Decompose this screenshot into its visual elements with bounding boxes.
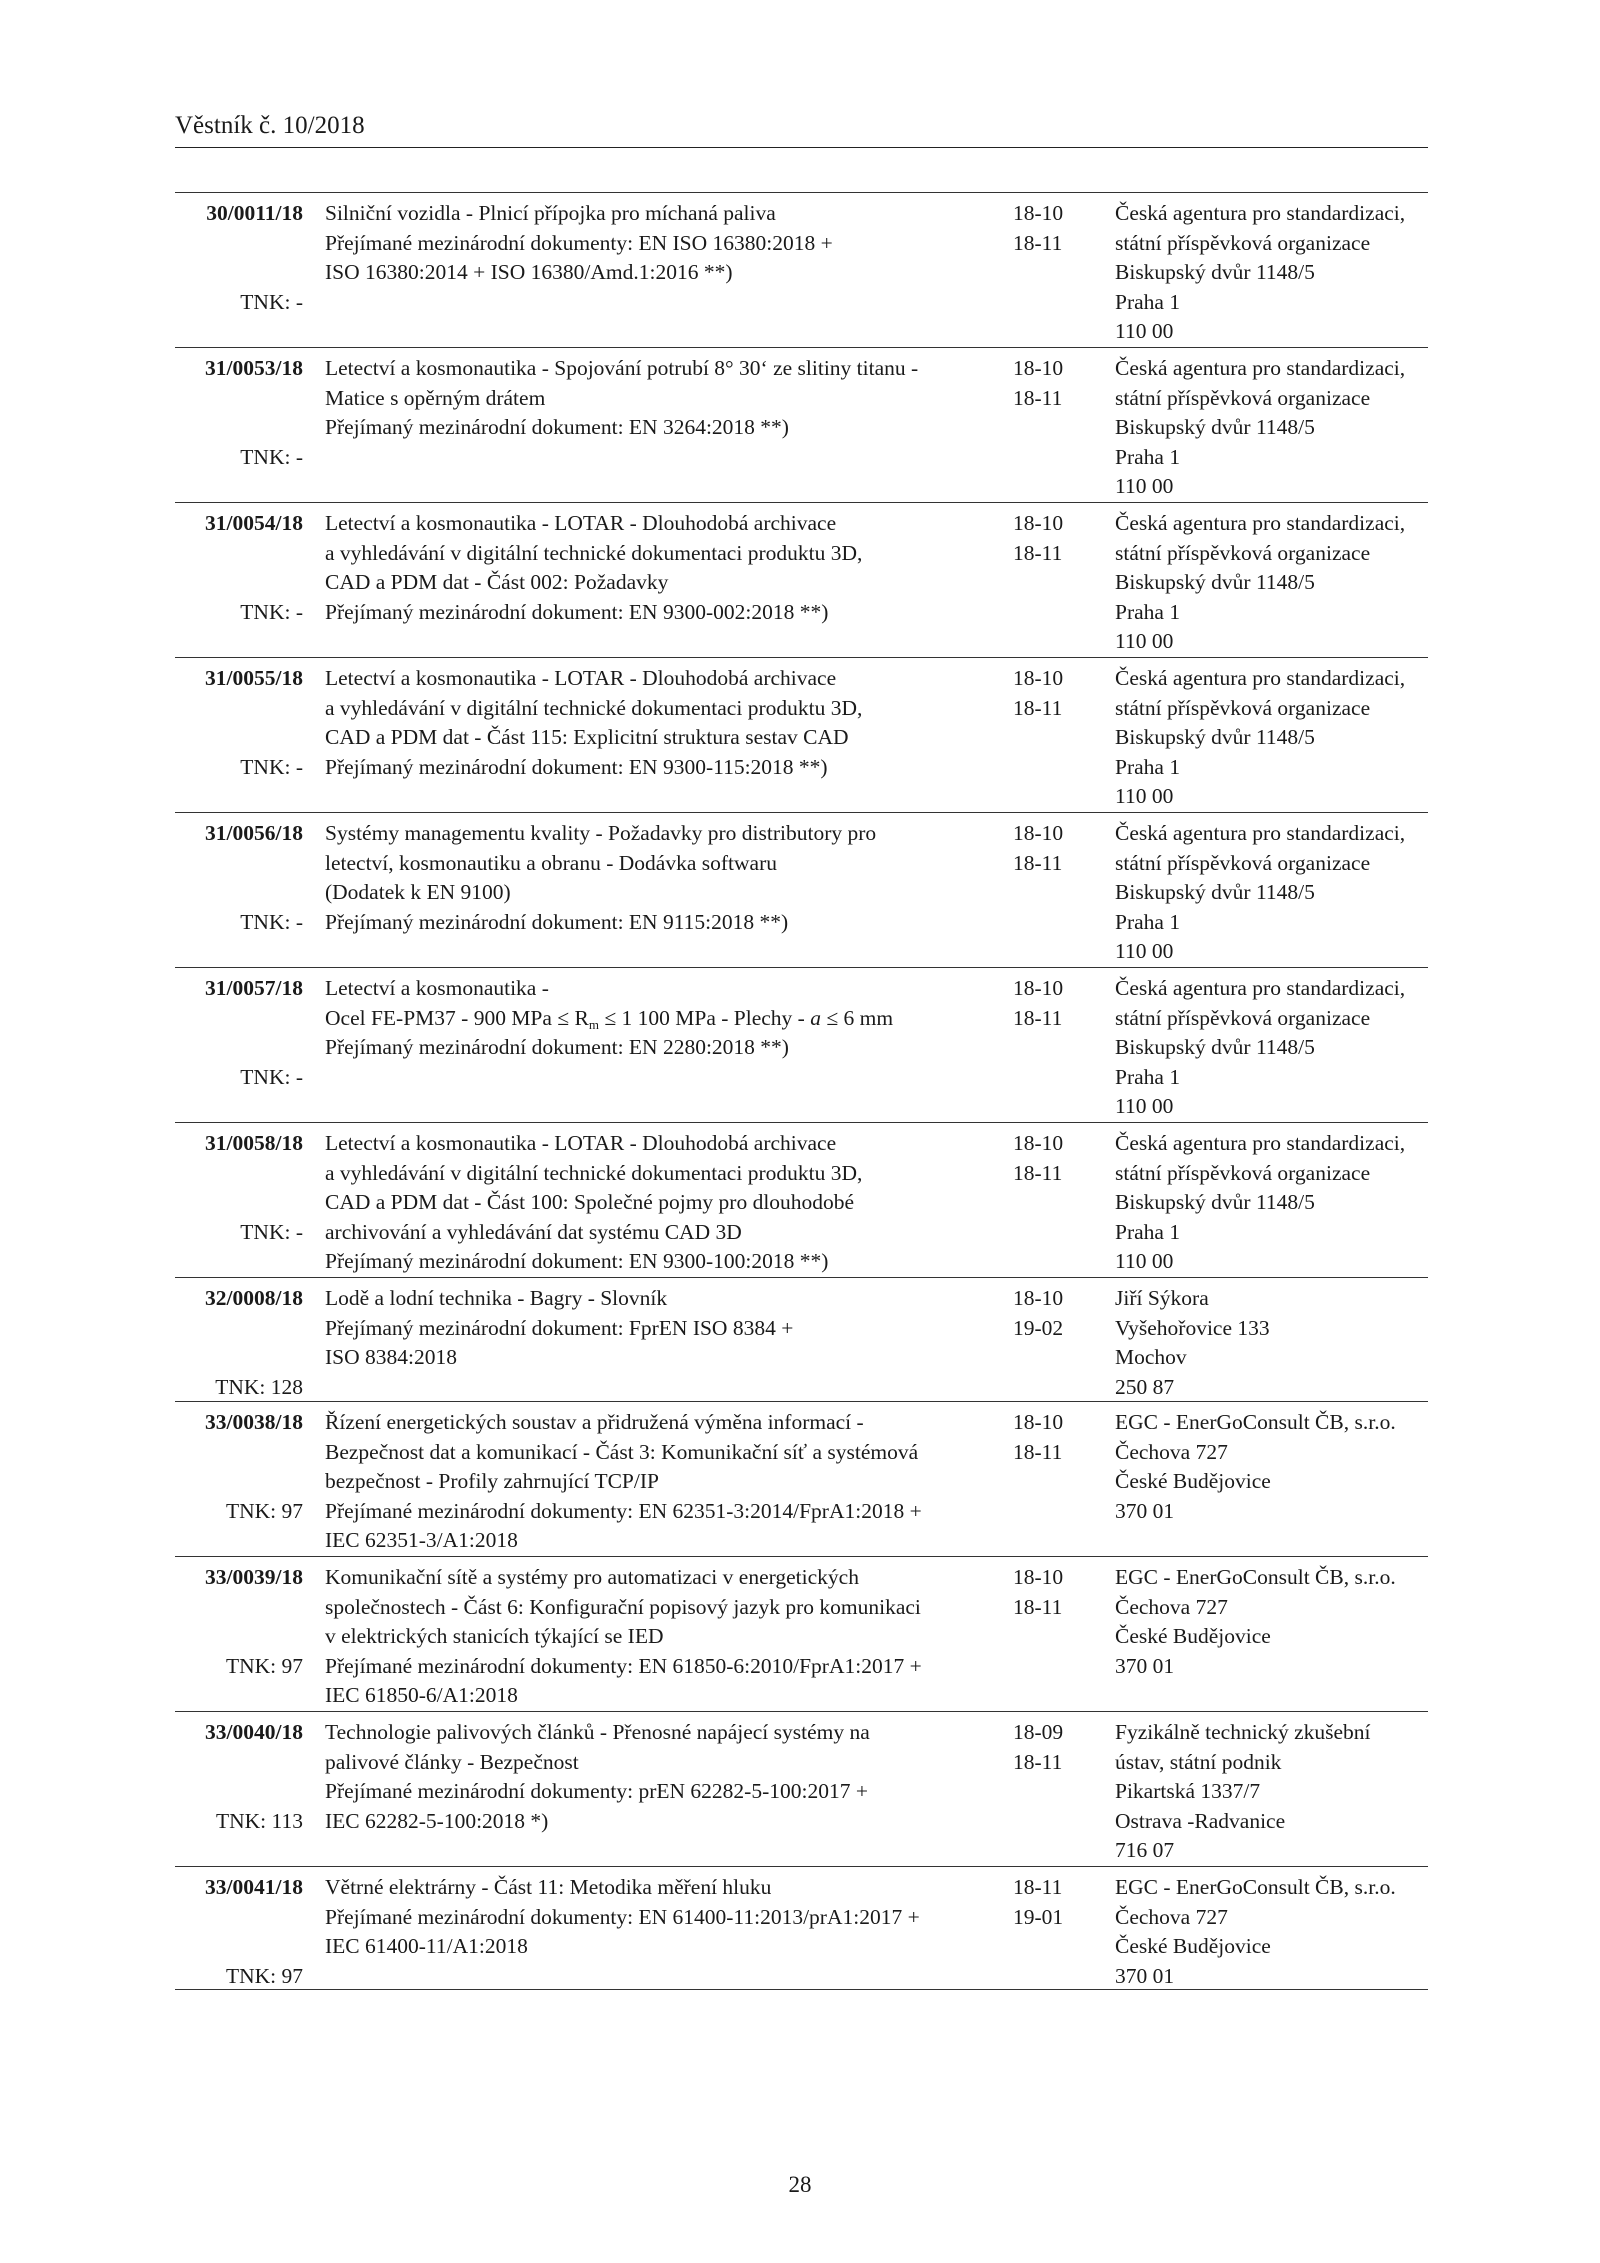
title-line: Bezpečnost dat a komunikací - Část 3: Komunikační síť a systémová	[325, 1439, 919, 1464]
address-line: Praha 1	[1115, 289, 1181, 314]
address-line: Biskupský dvůr 1148/5	[1115, 725, 1315, 749]
address-line: státní příspěvková organizace	[1115, 540, 1371, 565]
title-line: Přejímaný mezinárodní dokument: EN 9300-002:2018 **)	[325, 599, 829, 624]
entry-dates	[1013, 664, 1083, 723]
address-line: Jiří Sýkora	[1115, 1286, 1209, 1310]
entry-dates	[1013, 1129, 1083, 1188]
address-line: Vyšehořovice 133	[1115, 1315, 1270, 1340]
entry-dates	[1013, 1563, 1083, 1622]
title-line: CAD a PDM dat - Část 100: Společné pojmy pro dlouhodobé	[325, 1190, 855, 1214]
title-line: Přejímaný mezinárodní dokument: EN 3264:2018 **)	[325, 415, 789, 439]
entry-tnk: TNK: -	[240, 289, 303, 314]
table-row	[175, 347, 1428, 502]
entry-id: 31/0058/18	[205, 1131, 303, 1155]
address-line: Praha 1	[1115, 1219, 1181, 1244]
table-row	[175, 1277, 1428, 1401]
address-line: Čechova 727	[1115, 1439, 1228, 1464]
entry-dates	[1013, 1718, 1083, 1777]
title-line: Přejímané mezinárodní dokumenty: EN 61850-6:2010/FprA1:2017 +	[325, 1653, 922, 1678]
entry-dates	[1013, 819, 1083, 878]
title-line: Přejímaný mezinárodní dokument: EN 9300-115:2018 **)	[325, 754, 828, 779]
title-line: Silniční vozidla - Plnicí přípojka pro míchaná paliva	[325, 201, 776, 225]
entry-dates	[1013, 1284, 1083, 1343]
title-line: Letectví a kosmonautika - LOTAR - Dlouhodobá archivace	[325, 1131, 837, 1155]
address-line: 110 00	[1115, 474, 1174, 498]
entry-title	[325, 1563, 1005, 1711]
entry-id: 31/0053/18	[205, 356, 303, 380]
table-row	[175, 1866, 1428, 1990]
address-line: Česká agentura pro standardizaci,	[1115, 511, 1406, 535]
entry-title	[325, 509, 1005, 627]
title-line: a vyhledávání v digitální technické dokumentaci produktu 3D,	[325, 540, 863, 565]
title-line: v elektrických stanicích týkající se IED	[325, 1624, 664, 1648]
address-line: státní příspěvková organizace	[1115, 1005, 1371, 1030]
entry-address	[1115, 819, 1435, 967]
title-line: Letectví a kosmonautika - LOTAR - Dlouhodobá archivace	[325, 511, 837, 535]
date-line: 18-09	[1013, 1720, 1064, 1744]
entry-address	[1115, 354, 1435, 502]
title-line: (Dodatek k EN 9100)	[325, 880, 511, 904]
date-line: 18-11	[1013, 230, 1063, 255]
title-line: Větrné elektrárny - Část 11: Metodika měření hluku	[325, 1875, 772, 1899]
entry-tnk: TNK: -	[240, 754, 303, 779]
entry-tnk: TNK: 97	[225, 1963, 303, 1988]
title-line: společnostech - Část 6: Konfigurační popisový jazyk pro komunikaci	[325, 1594, 921, 1619]
date-line: 18-10	[1013, 1410, 1064, 1434]
entry-address	[1115, 199, 1435, 347]
address-line: 110 00	[1115, 629, 1174, 653]
address-line: Čechova 727	[1115, 1594, 1228, 1619]
address-line: Čechova 727	[1115, 1904, 1228, 1929]
title-line: IEC 62351-3/A1:2018	[325, 1528, 518, 1552]
entry-dates	[1013, 1873, 1083, 1932]
address-line: EGC - EnerGoConsult ČB, s.r.o.	[1115, 1875, 1396, 1899]
title-line: Přejímané mezinárodní dokumenty: EN 62351-3:2014/FprA1:2018 +	[325, 1498, 922, 1523]
title-line: palivové články - Bezpečnost	[325, 1749, 579, 1774]
address-line: státní příspěvková organizace	[1115, 1160, 1371, 1185]
address-line: České Budějovice	[1115, 1624, 1271, 1648]
address-line: 110 00	[1115, 784, 1174, 808]
entry-title	[325, 1873, 1005, 1962]
entry-dates	[1013, 1408, 1083, 1467]
address-line: Praha 1	[1115, 754, 1181, 779]
title-line: Přejímané mezinárodní dokumenty: EN 61400-11:2013/prA1:2017 +	[325, 1904, 920, 1929]
address-line: Biskupský dvůr 1148/5	[1115, 415, 1315, 439]
address-line: Česká agentura pro standardizaci,	[1115, 666, 1406, 690]
title-line: Přejímané mezinárodní dokumenty: EN ISO 16380:2018 +	[325, 230, 833, 255]
title-line: Řízení energetických soustav a přidružená výměna informací -	[325, 1410, 864, 1434]
date-line: 19-01	[1013, 1904, 1064, 1929]
address-line: Biskupský dvůr 1148/5	[1115, 880, 1315, 904]
address-line: EGC - EnerGoConsult ČB, s.r.o.	[1115, 1410, 1396, 1434]
entry-title	[325, 354, 1005, 443]
entry-title	[325, 1129, 1005, 1277]
address-line: České Budějovice	[1115, 1469, 1271, 1493]
entry-id: 33/0039/18	[205, 1565, 303, 1589]
table-row	[175, 1556, 1428, 1711]
address-line: Biskupský dvůr 1148/5	[1115, 260, 1315, 284]
entry-title	[325, 1284, 1005, 1373]
journal-title: Věstník č. 10/2018	[175, 112, 365, 139]
entry-tnk: TNK: 97	[225, 1653, 303, 1678]
address-line: Biskupský dvůr 1148/5	[1115, 1035, 1315, 1059]
entry-title	[325, 1408, 1005, 1556]
title-line: Letectví a kosmonautika - LOTAR - Dlouhodobá archivace	[325, 666, 837, 690]
page-number: 28	[788, 2172, 812, 2197]
entry-title	[325, 974, 1005, 1063]
address-line: státní příspěvková organizace	[1115, 230, 1371, 255]
address-line: Pikartská 1337/7	[1115, 1779, 1261, 1803]
entry-address	[1115, 1408, 1435, 1526]
date-line: 18-11	[1013, 850, 1063, 875]
entry-tnk: TNK: -	[240, 1064, 303, 1089]
entry-id: 31/0055/18	[205, 666, 303, 690]
title-line: ISO 16380:2014 + ISO 16380/Amd.1:2016 **)	[325, 260, 733, 284]
date-line: 18-11	[1013, 1749, 1063, 1774]
date-line: 18-11	[1013, 1005, 1063, 1030]
entry-title	[325, 664, 1005, 782]
address-line: Praha 1	[1115, 444, 1181, 469]
title-line: Letectví a kosmonautika -	[325, 976, 549, 1000]
entry-tnk: TNK: -	[240, 444, 303, 469]
date-line: 18-11	[1013, 1594, 1063, 1619]
entry-address	[1115, 1129, 1435, 1277]
table-row	[175, 1711, 1428, 1866]
date-line: 18-10	[1013, 1565, 1064, 1589]
address-line: 110 00	[1115, 319, 1174, 343]
address-line: Biskupský dvůr 1148/5	[1115, 570, 1315, 594]
entry-id: 31/0054/18	[205, 511, 303, 535]
title-line: Přejímaný mezinárodní dokument: EN 9300-100:2018 **)	[325, 1249, 829, 1273]
address-line: státní příspěvková organizace	[1115, 385, 1371, 410]
entry-dates	[1013, 974, 1083, 1033]
entry-address	[1115, 509, 1435, 657]
entry-tnk: TNK: -	[240, 599, 303, 624]
entry-id: 33/0038/18	[205, 1410, 303, 1434]
address-line: Česká agentura pro standardizaci,	[1115, 976, 1406, 1000]
title-line: a vyhledávání v digitální technické dokumentaci produktu 3D,	[325, 1160, 863, 1185]
table-row	[175, 502, 1428, 657]
entry-id: 32/0008/18	[205, 1286, 303, 1310]
title-line: IEC 61850-6/A1:2018	[325, 1683, 518, 1707]
title-line: archivování a vyhledávání dat systému CAD 3D	[325, 1219, 742, 1244]
entry-tnk: TNK: 97	[225, 1498, 303, 1523]
title-line: IEC 62282-5-100:2018 *)	[325, 1808, 549, 1833]
date-line: 19-02	[1013, 1315, 1064, 1340]
table-row	[175, 192, 1428, 347]
table-row	[175, 657, 1428, 812]
page-header	[175, 111, 1428, 148]
entry-address	[1115, 1284, 1435, 1402]
address-line: České Budějovice	[1115, 1934, 1271, 1958]
title-line: Přejímaný mezinárodní dokument: FprEN ISO 8384 +	[325, 1315, 794, 1340]
title-line: Letectví a kosmonautika - Spojování potrubí 8° 30‘ ze slitiny titanu -	[325, 356, 919, 380]
address-line: 110 00	[1115, 1249, 1174, 1273]
entry-tnk: TNK: 128	[215, 1374, 303, 1399]
address-line: Praha 1	[1115, 909, 1181, 934]
title-line: Systémy managementu kvality - Požadavky pro distributory pro	[325, 821, 877, 845]
title-line: Ocel FE-PM37 - 900 MPa ≤ $R_m \le 1$ 100 MPa - Plechy - a ≤ 6 mm	[325, 1005, 894, 1032]
title-line: Lodě a lodní technika - Bagry - Slovník	[325, 1286, 668, 1310]
address-line: ústav, státní podnik	[1115, 1749, 1282, 1774]
entry-title	[325, 199, 1005, 288]
table-row	[175, 967, 1428, 1122]
title-line: Přejímaný mezinárodní dokument: EN 9115:2018 **)	[325, 909, 789, 934]
title-line: letectví, kosmonautiku a obranu - Dodávka softwaru	[325, 850, 777, 875]
title-line: Komunikační sítě a systémy pro automatizaci v energetických	[325, 1565, 859, 1589]
date-line: 18-11	[1013, 540, 1063, 565]
date-line: 18-10	[1013, 821, 1064, 845]
date-line: 18-10	[1013, 356, 1064, 380]
date-line: 18-10	[1013, 976, 1064, 1000]
entry-id: 31/0056/18	[205, 821, 303, 845]
address-line: Praha 1	[1115, 1064, 1181, 1089]
title-line: CAD a PDM dat - Část 115: Explicitní struktura sestav CAD	[325, 725, 849, 749]
date-line: 18-11	[1013, 1439, 1063, 1464]
address-line: 110 00	[1115, 939, 1174, 963]
date-line: 18-10	[1013, 201, 1064, 225]
entry-address	[1115, 1563, 1435, 1681]
entry-title	[325, 819, 1005, 937]
address-line: EGC - EnerGoConsult ČB, s.r.o.	[1115, 1565, 1396, 1589]
entry-dates	[1013, 199, 1083, 258]
subscript: m	[588, 1016, 599, 1032]
address-line: Mochov	[1115, 1345, 1187, 1369]
date-line: 18-11	[1013, 1160, 1063, 1185]
address-line: státní příspěvková organizace	[1115, 695, 1371, 720]
entry-tnk: TNK: 113	[216, 1808, 303, 1833]
address-line: Česká agentura pro standardizaci,	[1115, 356, 1406, 380]
date-line: 18-11	[1013, 1875, 1063, 1899]
entry-tnk: TNK: -	[240, 1219, 303, 1244]
title-line: Matice s opěrným drátem	[325, 385, 546, 410]
address-line: Biskupský dvůr 1148/5	[1115, 1190, 1315, 1214]
date-line: 18-11	[1013, 385, 1063, 410]
address-line: 370 01	[1115, 1963, 1175, 1988]
title-line: Přejímané mezinárodní dokumenty: prEN 62282-5-100:2017 +	[325, 1779, 868, 1803]
title-line: bezpečnost - Profily zahrnující TCP/IP	[325, 1469, 659, 1493]
entry-id: 33/0041/18	[205, 1875, 303, 1899]
title-line: CAD a PDM dat - Část 002: Požadavky	[325, 570, 669, 594]
title-line: a vyhledávání v digitální technické dokumentaci produktu 3D,	[325, 695, 863, 720]
title-line: Technologie palivových článků - Přenosné napájecí systémy na	[325, 1720, 870, 1744]
address-line: 370 01	[1115, 1653, 1175, 1678]
entry-title	[325, 1718, 1005, 1836]
entry-id: 30/0011/18	[206, 201, 303, 225]
announcement-table	[175, 192, 1428, 1990]
address-line: 370 01	[1115, 1498, 1175, 1523]
table-row	[175, 812, 1428, 967]
address-line: Fyzikálně technický zkušební	[1115, 1720, 1371, 1744]
table-row	[175, 1401, 1428, 1556]
entry-id: 31/0057/18	[205, 976, 303, 1000]
entry-tnk: TNK: -	[240, 909, 303, 934]
date-line: 18-10	[1013, 1286, 1064, 1310]
address-line: 110 00	[1115, 1094, 1174, 1118]
title-line: Přejímaný mezinárodní dokument: EN 2280:2018 **)	[325, 1035, 789, 1059]
entry-dates	[1013, 509, 1083, 568]
entry-address	[1115, 1718, 1435, 1866]
address-line: Česká agentura pro standardizaci,	[1115, 201, 1406, 225]
entry-address	[1115, 1873, 1435, 1991]
date-line: 18-10	[1013, 511, 1064, 535]
table-row	[175, 1122, 1428, 1277]
date-line: 18-10	[1013, 666, 1064, 690]
address-line: Ostrava -Radvanice	[1115, 1808, 1286, 1833]
entry-dates	[1013, 354, 1083, 413]
address-line: 250 87	[1115, 1374, 1175, 1399]
address-line: 716 07	[1115, 1838, 1175, 1862]
date-line: 18-10	[1013, 1131, 1064, 1155]
address-line: Praha 1	[1115, 599, 1181, 624]
title-line: ISO 8384:2018	[325, 1345, 457, 1369]
address-line: státní příspěvková organizace	[1115, 850, 1371, 875]
entry-address	[1115, 974, 1435, 1122]
date-line: 18-11	[1013, 695, 1063, 720]
address-line: Česká agentura pro standardizaci,	[1115, 1131, 1406, 1155]
entry-id: 33/0040/18	[205, 1720, 303, 1744]
entry-address	[1115, 664, 1435, 812]
address-line: Česká agentura pro standardizaci,	[1115, 821, 1406, 845]
title-line: IEC 61400-11/A1:2018	[325, 1934, 528, 1958]
